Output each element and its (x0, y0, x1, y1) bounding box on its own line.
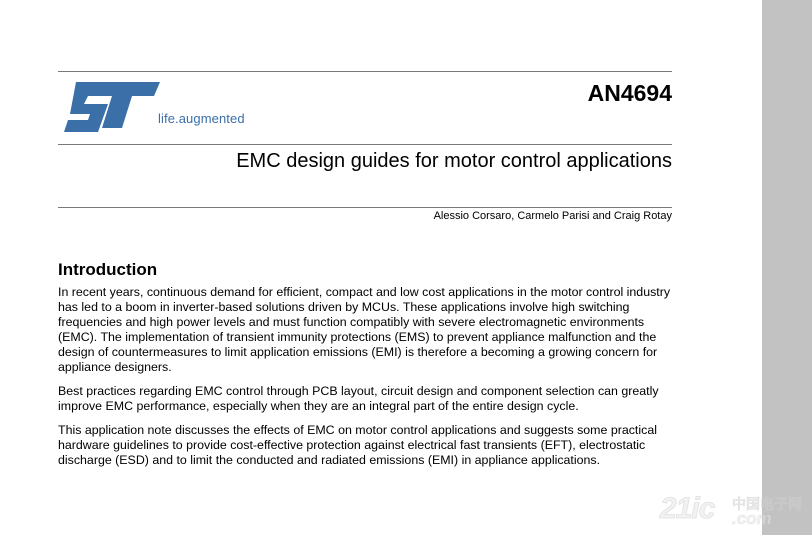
authors-rule (58, 207, 672, 208)
st-logo-icon (62, 80, 162, 134)
intro-paragraph-3: This application note discusses the effects of EMC on motor control applications and suggests some practical hardware guidelines to provide cost-effective protection against electrical fast transients (EFT), electrostatic discharge (ESD) and to limit the conducted and radiated emissions (EMI) in appliance applications. (58, 423, 657, 467)
authors-line: Alessio Corsaro, Carmelo Parisi and Craig Rotay (433, 210, 672, 222)
page-margin-bar (762, 0, 812, 535)
watermark-text: 21ic (660, 492, 715, 525)
site-watermark (660, 492, 810, 530)
watermark-cn: 中国电子网 (732, 496, 802, 512)
top-rule (58, 71, 672, 72)
watermark-com: .com (732, 509, 772, 528)
intro-paragraph-2: Best practices regarding EMC control through PCB layout, circuit design and component selection can greatly improve EMC performance, especially when they are an integral part of the entire design cycle. (58, 384, 659, 413)
title-rule (58, 144, 672, 145)
document-number: AN4694 (587, 80, 672, 106)
introduction-heading: Introduction (58, 260, 158, 279)
document-title: EMC design guides for motor control applications (236, 150, 672, 172)
intro-paragraph-1: In recent years, continuous demand for efficient, compact and low cost applications in the motor control industry has led to a boom in inverter-based solutions driven by MCUs. These applications involve high switching frequencies and high power levels and must function compatibly with severe electromagnetic environments (EMC). The implementation of transient immunity protections (EMS) to prevent appliance malfunction and the design of countermeasures to limit application emissions (EMI) is therefore a becoming a growing concern for appliance designers. (58, 285, 671, 374)
logo-tagline: life.augmented (158, 111, 245, 126)
